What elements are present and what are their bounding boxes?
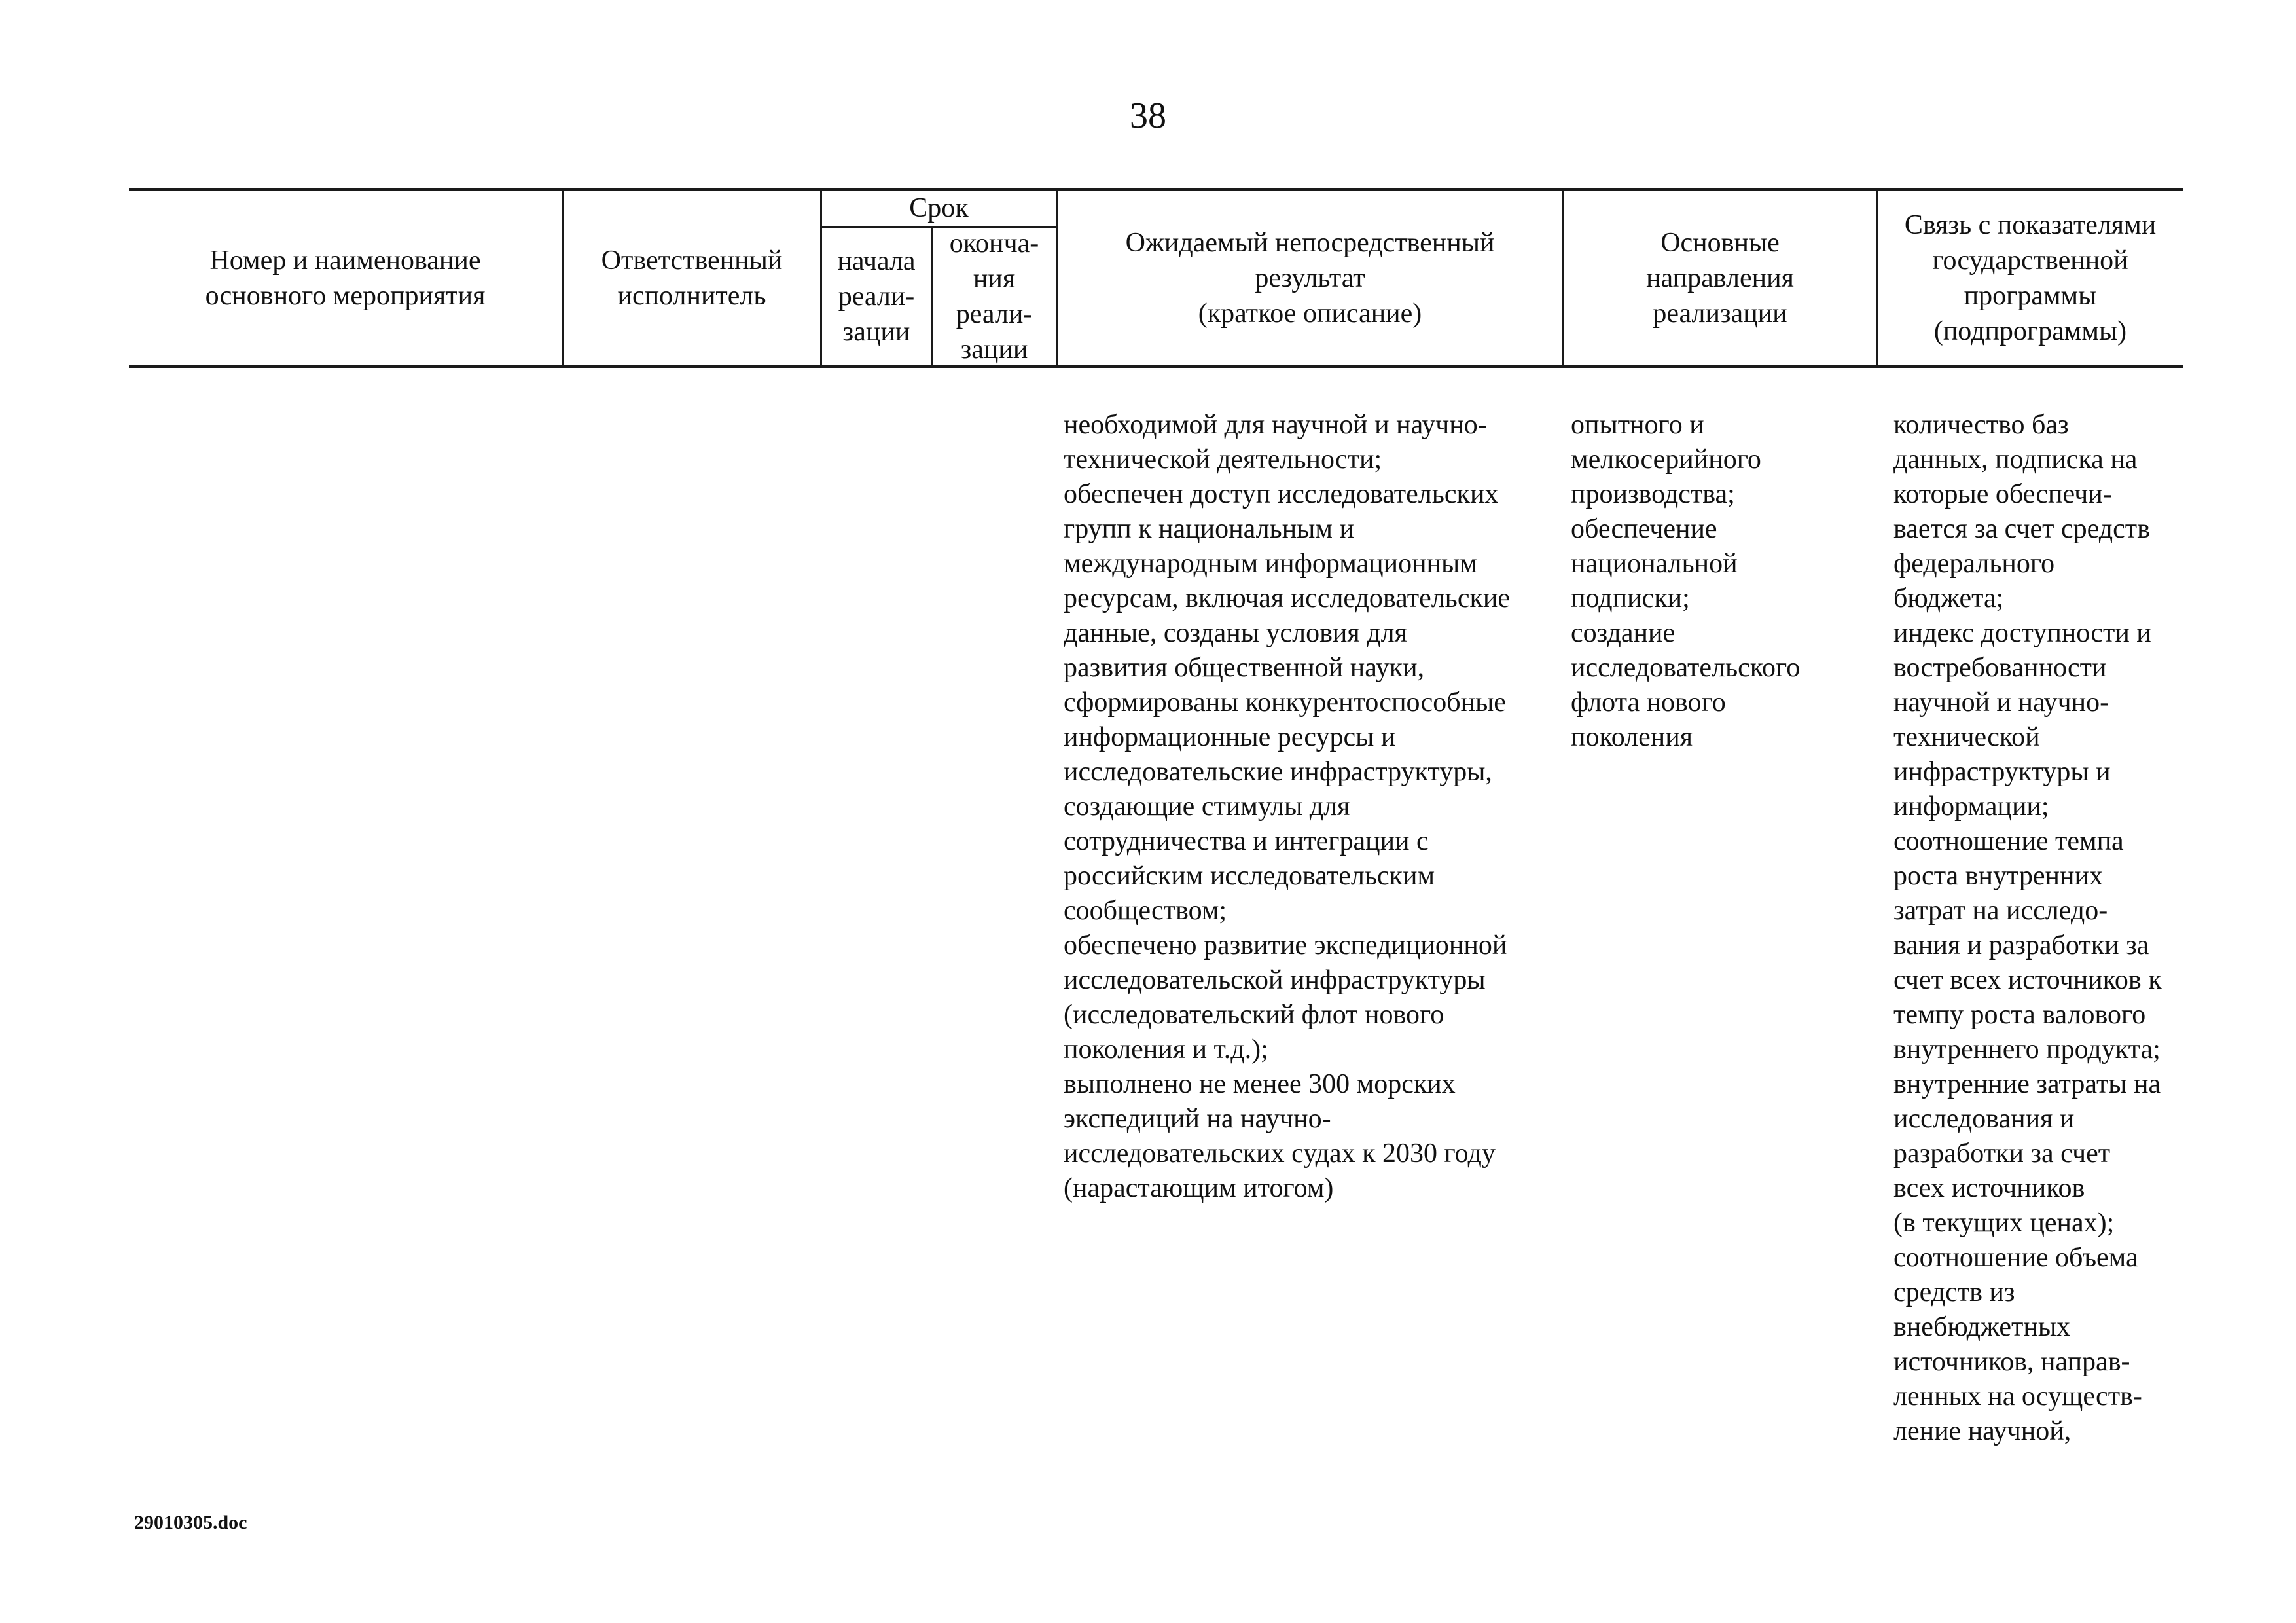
- header-measure-name: Номер и наименование основного мероприятия: [205, 245, 486, 311]
- page-number: 38: [1130, 96, 1166, 136]
- header-srok: Срок: [909, 193, 969, 223]
- table-header-bottom-border: [129, 365, 2183, 368]
- header-indicators-link: Связь с показателями государственной программы (подпрограммы): [1904, 210, 2157, 346]
- header-main-directions: Основные направления реализации: [1646, 227, 1794, 329]
- main-directions-text: опытного и мелкосерийного производства; обеспечение национальной подписки; создание исследовательского флота нового поколения: [1571, 410, 1801, 752]
- indicators-link-text: количество баз данных, подписка на которые обеспечи- вается за счет средств федерального бюджета; индекс доступности и востребованности научной и научно- технической инфраструктуры и информации; соотношение темпа роста внутренних затрат на исследо- вания и разработки за счет всех источников к темпу роста валового внутреннего продукта; внутренние затраты на исследования и разработки за счет всех источников (в текущих ценах); соотношение объема средств из внебюджетных источников, направ- ленных на осуществ- ление научной,: [1893, 410, 2162, 1446]
- expected-result-text: необходимой для научной и научно- технической деятельности; обеспечен доступ исследовательских групп к национальным и международным информационным ресурсам, включая исследовательские данные, созданы условия для развития общественной науки, сформированы конкурентоспособные информационные ресурсы и исследовательские инфраструктуры, создающие стимулы для сотрудничества и интеграции с российским исследовательским сообществом; обеспечено развитие экспедиционной исследовательской инфраструктуры (исследовательский флот нового поколения и т.д.); выполнено не менее 300 морских экспедиций на научно- исследовательских судах к 2030 году (нарастающим итогом): [1064, 410, 1510, 1203]
- header-responsible: Ответственный исполнитель: [601, 245, 783, 311]
- header-expected-result: Ожидаемый непосредственный результат (краткое описание): [1125, 227, 1495, 329]
- header-srok-start: начала реали- зации: [837, 246, 916, 347]
- document-filename: 29010305.doc: [134, 1512, 247, 1533]
- header-srok-end: оконча- ния реали- зации: [949, 228, 1039, 365]
